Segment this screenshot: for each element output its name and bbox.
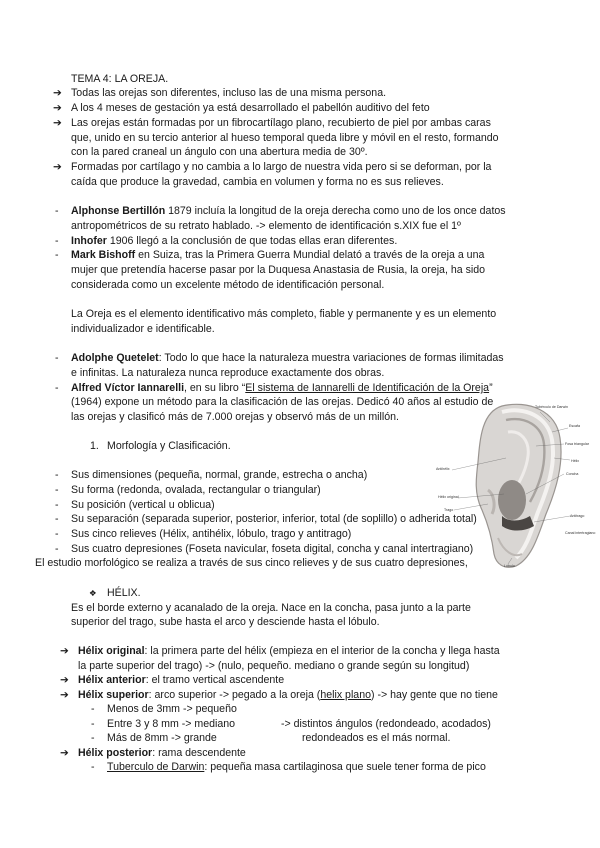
book-title: El sistema de Iannarelli de Identificación de la Oreja	[245, 382, 490, 394]
dash-bullet: -	[55, 484, 59, 496]
arrow-bullet-icon: ➔	[60, 674, 69, 686]
arrow-bullet-icon: ➔	[60, 645, 69, 657]
morph-item: Sus cuatro depresiones (Foseta navicular, foseta digital, concha y canal intertragiano)	[71, 543, 474, 555]
dash-bullet: -	[55, 499, 59, 511]
morph-summary: El estudio morfológico se realiza a través de sus cinco relieves y de sus cuatro depresiones,	[35, 557, 468, 569]
bullet-text: caída que produce la gravedad, cambia en volumen y forma no es sus relieves.	[71, 176, 444, 188]
history-text: en Suiza, tras la Primera Guerra Mundial delató a través de la oreja a una	[135, 249, 485, 261]
doc-title: TEMA 4: LA OREJA.	[71, 73, 169, 85]
term-text: : pequeña masa cartilaginosa que suele tener forma de pico	[204, 761, 486, 773]
dash-bullet: -	[55, 469, 59, 481]
helix-anterior	[78, 673, 284, 688]
history-text: ”	[489, 382, 493, 394]
bullet-text: A los 4 meses de gestación ya está desarrollado el pabellón auditivo del feto	[71, 102, 430, 114]
term-text: ) -> hay gente que no tiene	[370, 689, 498, 701]
history-inhofer	[71, 234, 397, 249]
dash-bullet: -	[55, 352, 59, 364]
dash-bullet: -	[55, 205, 59, 217]
dash-bullet: -	[55, 235, 59, 247]
term-name: Hélix anterior	[78, 674, 146, 686]
size-item: Más de 8mm -> grande	[107, 732, 217, 744]
helix-original	[78, 644, 500, 659]
ear-label: Lóbulo	[504, 564, 515, 568]
arrow-bullet-icon: ➔	[60, 747, 69, 759]
paragraph-text: La Oreja es el elemento identificativo más completo, fiable y permanente y es un elemento	[71, 308, 497, 320]
person-name: Alfred Víctor Iannarelli	[71, 382, 185, 394]
ear-label: Concha	[566, 472, 579, 476]
morph-item: Sus dimensiones (pequeña, normal, grande, estrecha o ancha)	[71, 469, 368, 481]
ear-label: Trago	[444, 508, 454, 512]
term-name: Hélix original	[78, 645, 145, 657]
history-text: : Todo lo que hace la naturaleza muestra variaciones de formas ilimitadas	[158, 352, 504, 364]
history-text: (1964) expone un método para la clasificación de las orejas. Dedicó 40 años al estudio de	[71, 396, 494, 408]
term-name: Hélix posterior	[78, 747, 153, 759]
bullet-text: Formadas por cartílago y no cambia a lo largo de nuestra vida pero si se deforman, por la	[71, 161, 492, 173]
history-text: 1879 incluía la longitud de la oreja derecha como uno de los once datos	[165, 205, 506, 217]
person-name: Inhofer	[71, 235, 107, 247]
arrow-bullet-icon: ➔	[53, 87, 62, 99]
ear-label: Canal intertragiano	[565, 531, 596, 535]
person-name: Mark Bishoff	[71, 249, 136, 261]
dash-bullet: -	[91, 732, 95, 744]
term-name: Hélix superior	[78, 689, 149, 701]
bullet-text: que, unido en su tercio anterior al hueso temporal queda libre y móvil en el resto, formando	[71, 132, 499, 144]
person-name: Adolphe Quetelet	[71, 352, 159, 364]
helix-heading: HÉLIX.	[107, 587, 141, 599]
person-name: Alphonse Bertillón	[71, 205, 166, 217]
bullet-text: Todas las orejas son diferentes, incluso las de una misma persona.	[71, 87, 387, 99]
dash-bullet: -	[55, 249, 59, 261]
bullet-text: Las orejas están formadas por un fibrocartílago plano, recubierto de piel por ambas caras	[71, 117, 491, 129]
history-text: considerada como un excelente método de identificación personal.	[71, 279, 385, 291]
dash-bullet: -	[55, 382, 59, 394]
ear-label: Antitrago	[570, 514, 585, 518]
dash-bullet: -	[91, 761, 95, 773]
history-text: las orejas y clasificó más de 7.000 orejas y observó más de un millón.	[71, 411, 399, 423]
helix-description: superior del trago, sube hasta el arco y desciende hasta el lóbulo.	[71, 616, 380, 628]
arrow-bullet-icon: ➔	[53, 102, 62, 114]
section-title: Morfología y Clasificación.	[107, 440, 231, 452]
arrow-bullet-icon: ➔	[53, 161, 62, 173]
history-text: e infinitas. La naturaleza nunca reproduce exactamente dos obras.	[71, 367, 385, 379]
dash-bullet: -	[91, 703, 95, 715]
angle-note: redondeados es el más normal.	[302, 732, 451, 744]
history-quetelet	[71, 351, 504, 366]
size-item: Menos de 3mm -> pequeño	[107, 703, 237, 715]
arrow-bullet-icon: ➔	[53, 117, 62, 129]
section-number: 1.	[90, 440, 99, 452]
dash-bullet: -	[55, 528, 59, 540]
concha-shape	[498, 480, 526, 520]
history-text: , en su libro “	[184, 382, 246, 394]
term-text: la parte superior del trago) -> (nulo, pequeño. mediano o grande según su longitud)	[78, 660, 470, 672]
helix-posterior	[78, 746, 246, 761]
ear-label: Hélix original	[438, 495, 459, 499]
ear-label: Fosa triangular	[565, 442, 589, 446]
history-iannarelli	[71, 381, 493, 396]
morph-item: Sus cinco relieves (Hélix, antihélix, lóbulo, trago y antitrago)	[71, 528, 352, 540]
morph-item: Su posición (vertical u oblicua)	[71, 499, 215, 511]
term-text: : rama descendente	[152, 747, 246, 759]
term-text: : la primera parte del hélix (empieza en el interior de la concha y llega hasta	[144, 645, 500, 657]
ear-label: Hélix	[571, 459, 579, 463]
bullet-text: con la pared craneal un ángulo con una abertura media de 30º.	[71, 146, 368, 158]
morph-item: Su separación (separada superior, posterior, inferior, total (de soplillo) o adherida total)	[71, 513, 477, 525]
diamond-bullet-icon: ❖	[89, 588, 97, 598]
ear-label: Tubérculo de Darwin	[535, 405, 569, 409]
paragraph-text: individualizador e identificable.	[71, 323, 215, 335]
dash-bullet: -	[55, 513, 59, 525]
darwin-item	[107, 760, 486, 775]
history-text: 1906 llegó a la conclusión de que todas ellas eran diferentes.	[106, 235, 398, 247]
term-text: : arco superior -> pegado a la oreja (	[148, 689, 321, 701]
helix-superior	[78, 688, 498, 703]
size-item: Entre 3 y 8 mm -> mediano	[107, 718, 236, 730]
underlined-term: Tuberculo de Darwin	[107, 761, 205, 773]
ear-label: Antihélix	[436, 467, 450, 471]
angle-note: -> distintos ángulos (redondeado, acodados)	[281, 718, 491, 730]
morph-item: Su forma (redonda, ovalada, rectangular o triangular)	[71, 484, 321, 496]
helix-description: Es el borde externo y acanalado de la oreja. Nace en la concha, pasa junto a la parte	[71, 602, 471, 614]
dash-bullet: -	[55, 543, 59, 555]
ear-label: Escafa	[569, 424, 580, 428]
history-bertillon	[71, 204, 506, 219]
history-text: antropométricos de su retrato hablado. -> elemento de identificación s.XIX fue el 1º	[71, 220, 461, 232]
term-text: : el tramo vertical ascendente	[145, 674, 285, 686]
history-text: mujer que pretendía hacerse pasar por la Duquesa Anastasia de Rusia, la oreja, ha sido	[71, 264, 485, 276]
history-bishoff	[71, 248, 484, 263]
underlined-term: helix plano	[320, 689, 371, 701]
arrow-bullet-icon: ➔	[60, 689, 69, 701]
dash-bullet: -	[91, 718, 95, 730]
